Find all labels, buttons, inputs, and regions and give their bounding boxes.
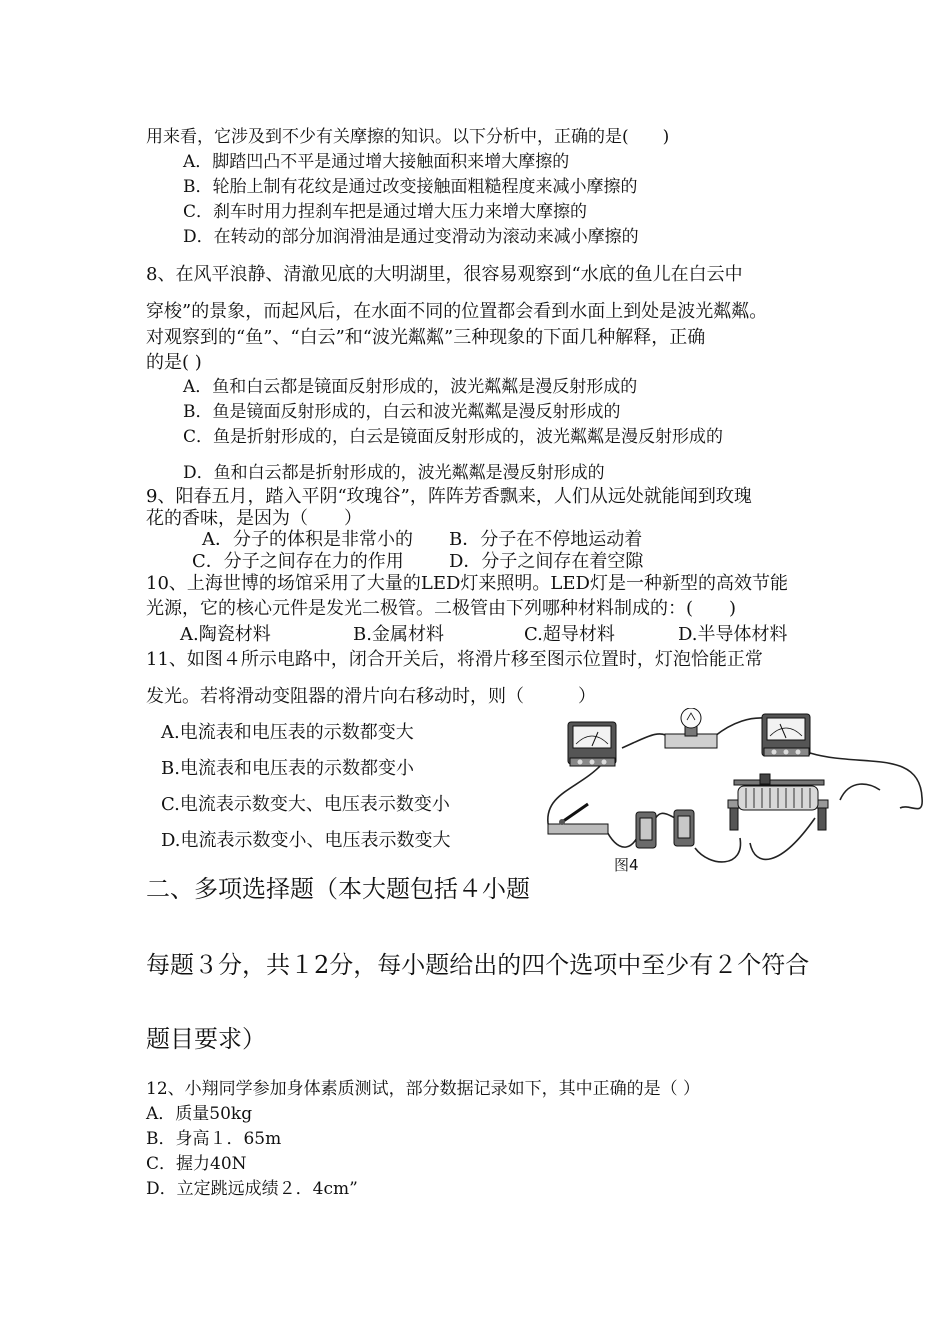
q11-option-d: D.电流表示数变小、电压表示数变大 (161, 830, 451, 851)
q12-option-a: A．质量50kg (146, 1104, 253, 1124)
battery-icon (636, 810, 694, 848)
lamp-icon (665, 708, 717, 748)
q8-line-3: 对观察到的“鱼”、“白云”和“波光粼粼”三种现象的下面几种解释，正确 (146, 327, 706, 348)
q11-line-1: 11、如图４所示电路中，闭合开关后，将滑片移至图示位置时，灯泡恰能正常 (146, 649, 763, 670)
q8-option-c: C．鱼是折射形成的，白云是镜面反射形成的，波光粼粼是漫反射形成的 (183, 427, 724, 447)
q9-option-b: B．分子在不停地运动着 (449, 529, 643, 550)
circuit-figure (540, 708, 930, 878)
switch-icon (548, 804, 608, 834)
figure-caption: 图4 (614, 856, 639, 874)
q10-line-2: 光源，它的核心元件是发光二极管。二极管由下列哪种材料制成的：( ) (146, 598, 737, 619)
q8-option-d: D．鱼和白云都是折射形成的，波光粼粼是漫反射形成的 (183, 463, 605, 483)
q7-stem-tail: 用来看，它涉及到不少有关摩擦的知识。以下分析中，正确的是( ) (146, 127, 670, 147)
q12-option-b: B．身高１．65m (146, 1129, 282, 1149)
q11-option-b: B.电流表和电压表的示数都变小 (161, 758, 414, 779)
q9-option-c: C．分子之间存在力的作用 (192, 551, 404, 572)
q12-option-c: C．握力40N (146, 1154, 247, 1174)
q10-option-d: D.半导体材料 (678, 624, 788, 645)
q10-option-c: C.超导材料 (524, 624, 615, 645)
voltmeter-icon (762, 714, 810, 756)
q7-option-d: D．在转动的部分加润滑油是通过变滑动为滚动来减小摩擦的 (183, 227, 639, 247)
q9-line-2: 花的香味，是因为（ ） (146, 508, 362, 529)
q8-option-a: A．鱼和白云都是镜面反射形成的，波光粼粼是漫反射形成的 (183, 377, 638, 397)
section2-line-3: 题目要求） (146, 1025, 266, 1053)
q7-option-c: C．刹车时用力捏刹车把是通过增大压力来增大摩擦的 (183, 202, 588, 222)
q11-option-c: C.电流表示数变大、电压表示数变小 (161, 794, 450, 815)
q9-option-a: A．分子的体积是非常小的 (202, 529, 413, 550)
q10-option-b: B.金属材料 (353, 624, 444, 645)
ammeter-icon (568, 722, 616, 766)
q12-stem: 12、小翔同学参加身体素质测试，部分数据记录如下，其中正确的是（ ） (146, 1079, 701, 1099)
q7-option-b: B．轮胎上制有花纹是通过改变接触面粗糙程度来减小摩擦的 (183, 177, 638, 197)
q8-line-2: 穿梭”的景象，而起风后，在水面不同的位置都会看到水面上到处是波光粼粼。 (146, 301, 768, 322)
q11-option-a: A.电流表和电压表的示数都变大 (161, 722, 414, 743)
q7-option-a: A．脚踏凹凸不平是通过增大接触面积来增大摩擦的 (183, 152, 570, 172)
q8-line-1: 8、在风平浪静、清澈见底的大明湖里，很容易观察到“水底的鱼儿在白云中 (146, 264, 743, 285)
q11-line-2: 发光。若将滑动变阻器的滑片向右移动时，则（ ） (146, 686, 596, 707)
q10-option-a: A.陶瓷材料 (180, 624, 271, 645)
section2-line-1: 二、多项选择题（本大题包括４小题 (146, 875, 530, 903)
q8-line-4: 的是( ) (146, 352, 202, 373)
q12-option-d: D．立定跳远成绩２．4cm” (146, 1179, 358, 1199)
q9-line-1: 9、阳春五月，踏入平阴“玫瑰谷”，阵阵芳香飘来，人们从远处就能闻到玫瑰 (146, 486, 752, 507)
circuit-diagram (540, 708, 930, 878)
section2-line-2: 每题３分，共１2分，每小题给出的四个选项中至少有２个符合 (146, 951, 810, 979)
q9-option-d: D．分子之间存在着空隙 (449, 551, 644, 572)
q10-line-1: 10、上海世博的场馆采用了大量的LED灯来照明。LED灯是一种新型的高效节能 (146, 573, 788, 594)
q8-option-b: B．鱼是镜面反射形成的，白云和波光粼粼是漫反射形成的 (183, 402, 621, 422)
